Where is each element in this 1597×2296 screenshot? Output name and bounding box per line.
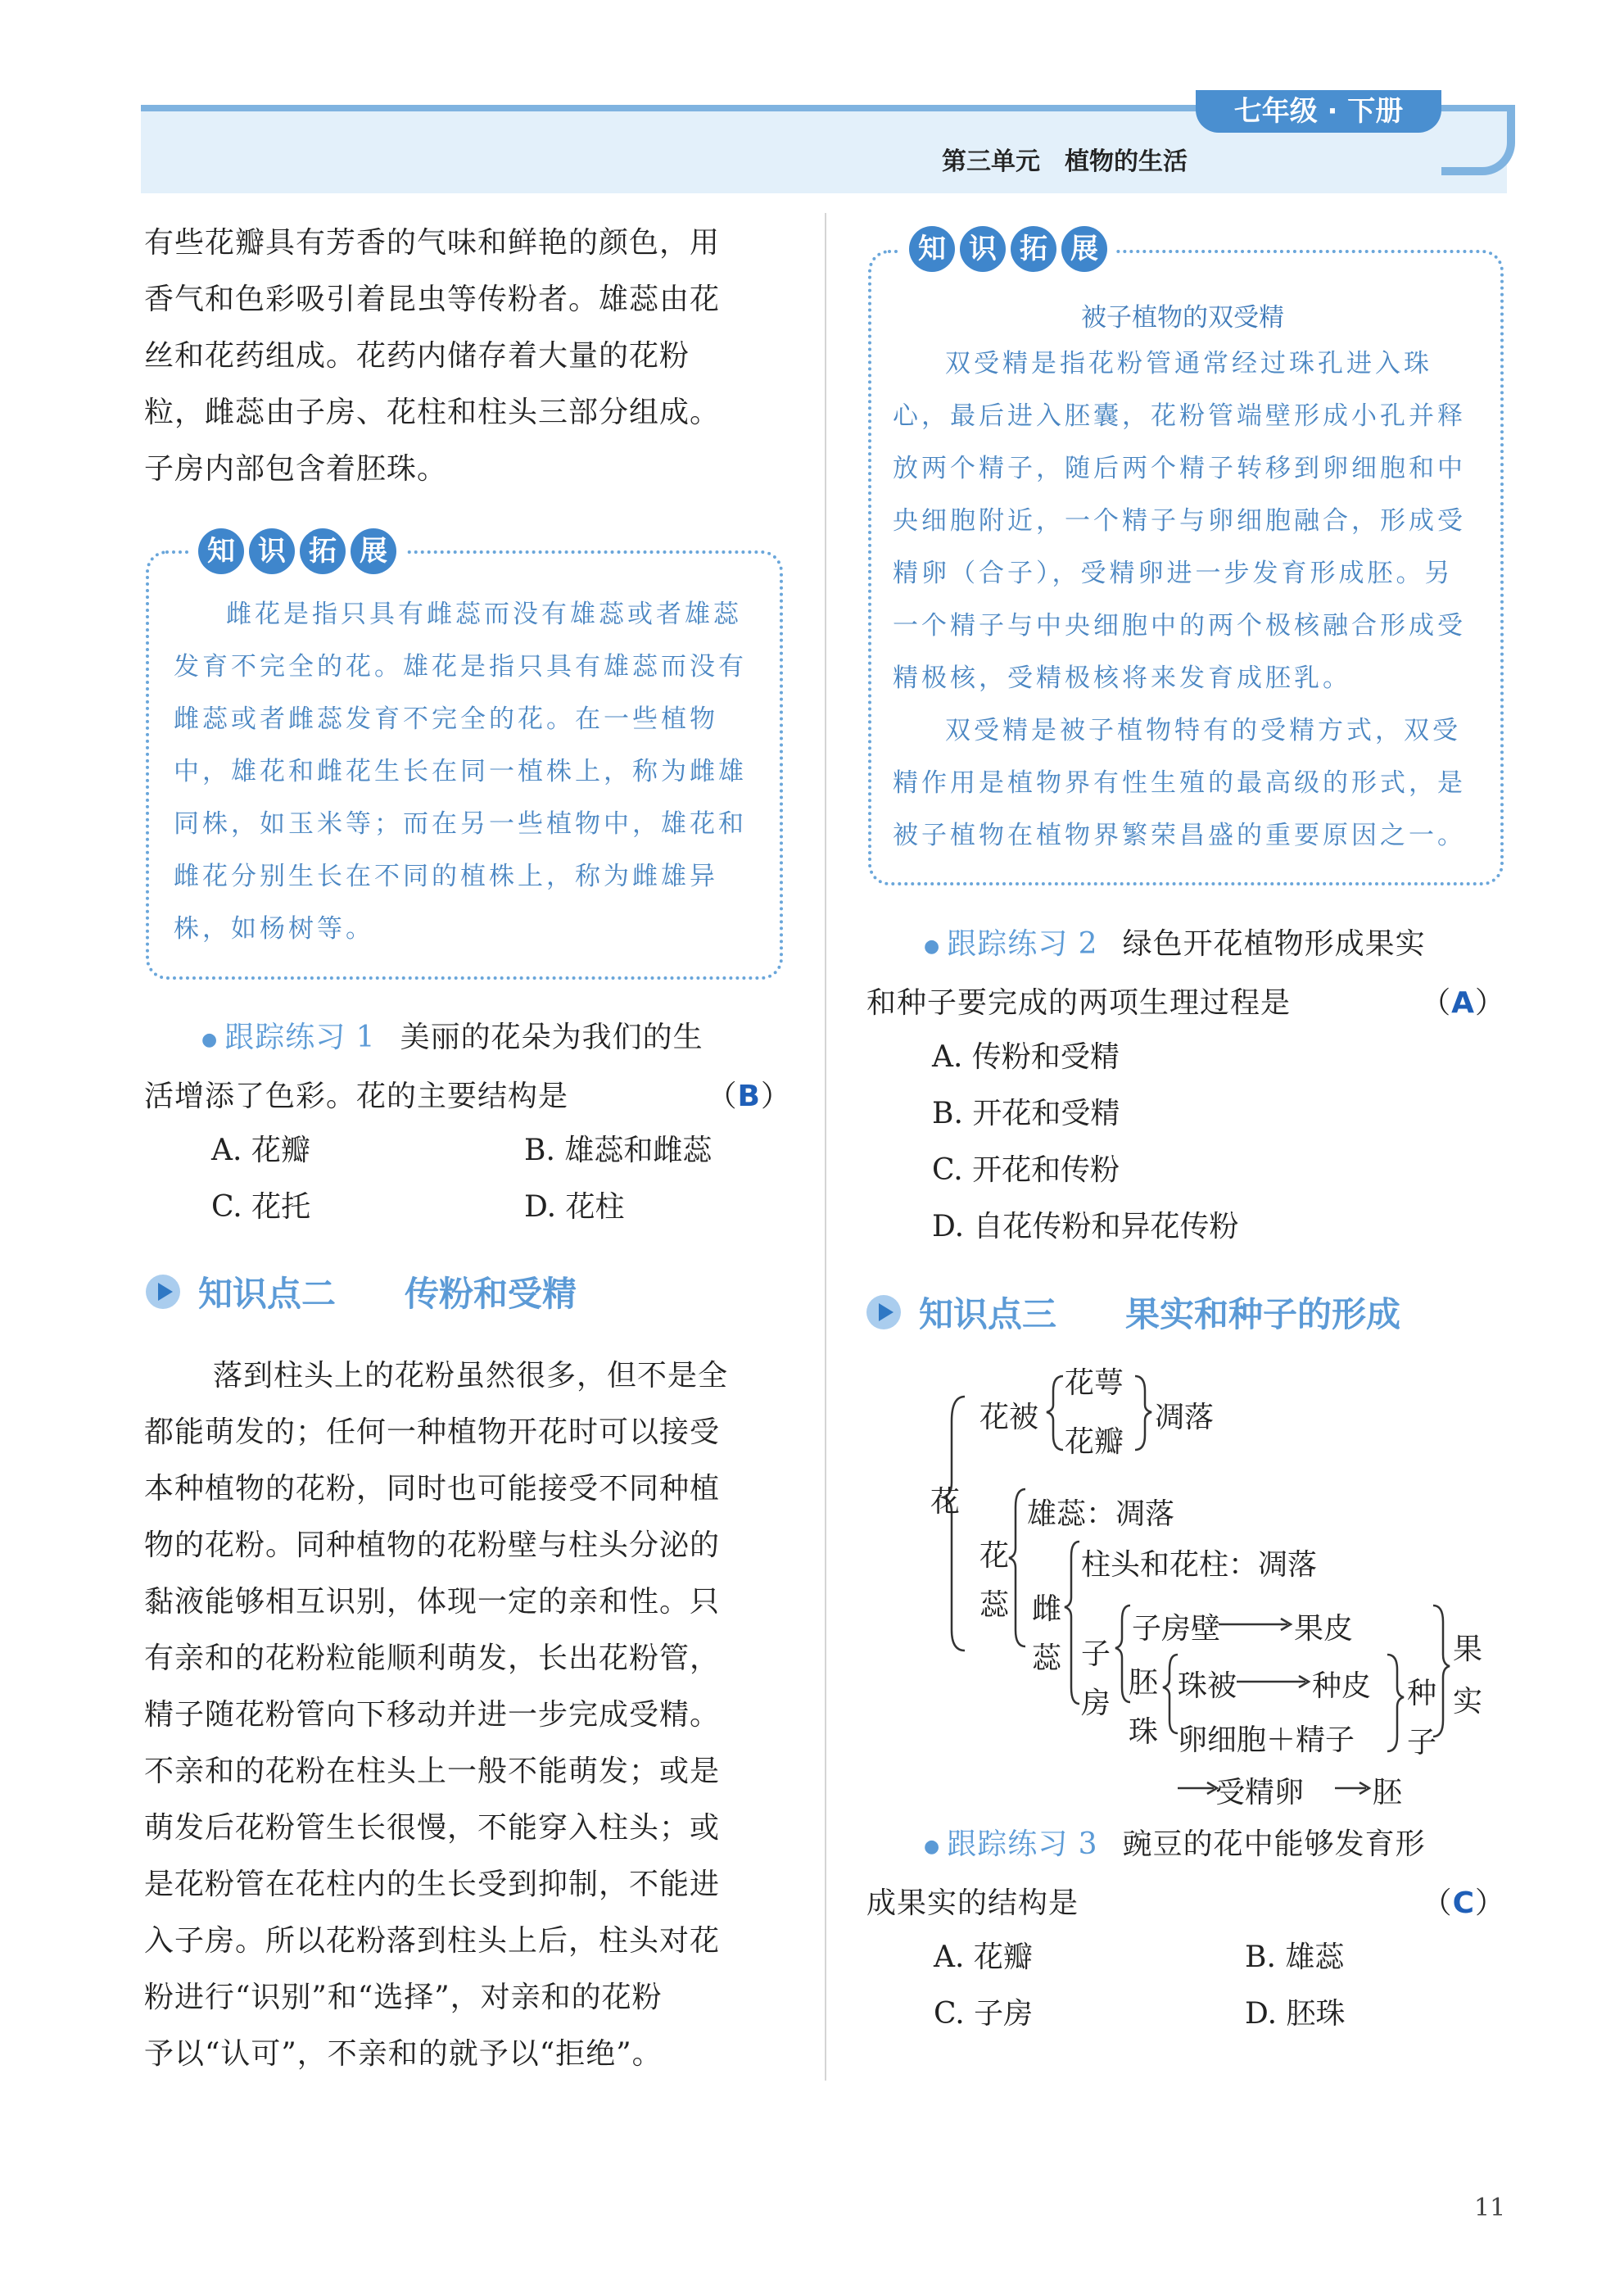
- node-huae: 花萼: [1065, 1366, 1124, 1400]
- option-1b: B. 雄蕊和雌蕊: [524, 1134, 713, 1167]
- unit-title: 第三单元 植物的生活: [942, 147, 1188, 176]
- intro-paragraph: 有些花瓣具有芳香的气味和鲜艳的颜色，用 香气和色彩吸引着昆虫等传粉者。雄蕊由花 丝和花药组成。花药内储存着大量的花粉 粒，雌蕊由子房、花柱和柱头三部分组成。 子房内部包含着胚珠。: [144, 226, 721, 486]
- node-pei: 胚: [1373, 1776, 1403, 1809]
- answer-1: B: [737, 1079, 761, 1113]
- node-huarui: 花蕊: [979, 1539, 1010, 1622]
- practice-2: ● 跟踪练习 2 绿色开花植物形成果实 和种子要完成的两项生理过程是 （A）: [866, 916, 1505, 1031]
- node-zifang: 子房: [1081, 1637, 1111, 1720]
- option-2c: C. 开花和传粉: [932, 1153, 1120, 1187]
- fruit-seed-diagram: [917, 1360, 1507, 1818]
- option-3d: D. 胚珠: [1245, 1997, 1346, 2031]
- node-zhubei: 珠被: [1178, 1669, 1237, 1703]
- practice-1-title: ● 跟踪练习 1: [201, 1021, 376, 1054]
- node-diaoluo: 凋落: [1155, 1401, 1215, 1434]
- node-luanxibao: 卵细胞＋精子: [1178, 1723, 1355, 1757]
- practice-1: ● 跟踪练习 1 美丽的花朵为我们的生 活增添了色彩。花的主要结构是 （B）: [144, 1009, 791, 1125]
- node-shoujingluan: 受精卵: [1215, 1776, 1305, 1809]
- pollination-paragraph: 落到柱头上的花粉虽然很多，但不是全 都能萌发的；任何一种植物开花时可以接受 本种植物的花粉，同时也可能接受不同种植 物的花粉。同种植物的花粉壁与柱头分泌的 黏液能够相互识别，体现一定的亲和性。只 有亲和的花粉粒能顺利萌发，长出花粉管， 精子随花粉管向下移动并进一步完成受精。 不亲和的花粉在柱头上一般不能萌发；或是 萌发后花粉管生长很慢，不能穿入柱头；或 是花粉管在花柱内的生长受到抑制，不能进 入子房。所以花粉落到柱头上后，柱头对花 粉进行“识别”和“选择”，对亲和的花粉 予以“认可”，不亲和的就予以“拒绝”。: [144, 1359, 729, 2071]
- node-hua: 花: [930, 1485, 961, 1519]
- knowledge-badge-1: 知 识 拓 展: [190, 528, 405, 574]
- section-3-heading: 知识点三 果实和种子的形成: [866, 1288, 1400, 1337]
- grade-tab: 七年级 · 下册: [1196, 90, 1441, 133]
- knowledge-text-1: 雌花是指只具有雌蕊而没有雄蕊或者雄蕊 发育不完全的花。雄花是指只具有雄蕊而没有 雌蕊或者雌蕊发育不完全的花。在一些植物 中，雄花和雌花生长在同一植株上，称为雌雄 同株，如玉米等；而在另一些植物中，雄花和 雌花分别生长在不同的植株上，称为雌雄异 株，如杨树等。: [174, 600, 747, 944]
- option-3b: B. 雄蕊: [1245, 1941, 1345, 1974]
- node-huabei: 花被: [979, 1401, 1039, 1434]
- node-xiongrui: 雄蕊：凋落: [1027, 1497, 1175, 1531]
- option-1c: C. 花托: [211, 1190, 311, 1224]
- node-zhongpi: 种皮: [1312, 1669, 1372, 1703]
- node-guoshi: 果实: [1453, 1633, 1483, 1719]
- answer-2: A: [1451, 985, 1475, 1020]
- option-1d: D. 花柱: [524, 1190, 625, 1224]
- option-2b: B. 开花和受精: [932, 1097, 1120, 1130]
- practice-3: ● 跟踪练习 3 豌豆的花中能够发育形 成果实的结构是 （C）: [866, 1816, 1505, 1931]
- play-icon: [146, 1275, 180, 1309]
- practice-3-title: ● 跟踪练习 3: [924, 1827, 1098, 1861]
- column-divider: [825, 213, 826, 2081]
- practice-2-title: ● 跟踪练习 2: [924, 927, 1098, 961]
- page-number: 11: [1474, 2194, 1506, 2222]
- node-zhutou: 柱头和花柱：凋落: [1081, 1548, 1318, 1582]
- option-2a: A. 传粉和受精: [932, 1040, 1120, 1074]
- header-hook-decoration: [1441, 105, 1515, 175]
- option-3c: C. 子房: [934, 1997, 1034, 2031]
- node-zhongzi: 种子: [1407, 1677, 1437, 1759]
- option-1a: A. 花瓣: [211, 1134, 310, 1167]
- option-3a: A. 花瓣: [934, 1941, 1033, 1974]
- node-guopi: 果皮: [1294, 1612, 1354, 1646]
- section-2-heading: 知识点二 传粉和受精: [146, 1267, 577, 1316]
- node-zifangbi: 子房壁: [1132, 1612, 1221, 1646]
- knowledge-badge-2: 知 识 拓 展: [901, 226, 1115, 272]
- answer-3: C: [1452, 1886, 1475, 1920]
- knowledge-text-2: 双受精是指花粉管通常经过珠孔进入珠 心，最后进入胚囊，花粉管端壁形成小孔并释 放两个精子，随后两个精子转移到卵细胞和中 央细胞附近，一个精子与卵细胞融合，形成受 精卵（合子），受精卵进一步发育形成胚。另 一个精子与中央细胞中的两个极核融合形成受 精极核，受精极核将来发育成胚乳。 双受精是被子植物特有的受精方式，双受 精作用是植物界有性生殖的最高级的形式，是 被子植物在植物界繁荣昌盛的重要原因之一。: [893, 349, 1466, 850]
- play-icon: [866, 1295, 901, 1329]
- option-2d: D. 自花传粉和异花传粉: [932, 1210, 1239, 1243]
- node-huaban: 花瓣: [1065, 1425, 1124, 1459]
- node-peizhu: 胚珠: [1129, 1666, 1159, 1749]
- node-cirui: 雌蕊: [1032, 1592, 1062, 1675]
- knowledge-title-2: 被子植物的双受精: [1081, 303, 1284, 333]
